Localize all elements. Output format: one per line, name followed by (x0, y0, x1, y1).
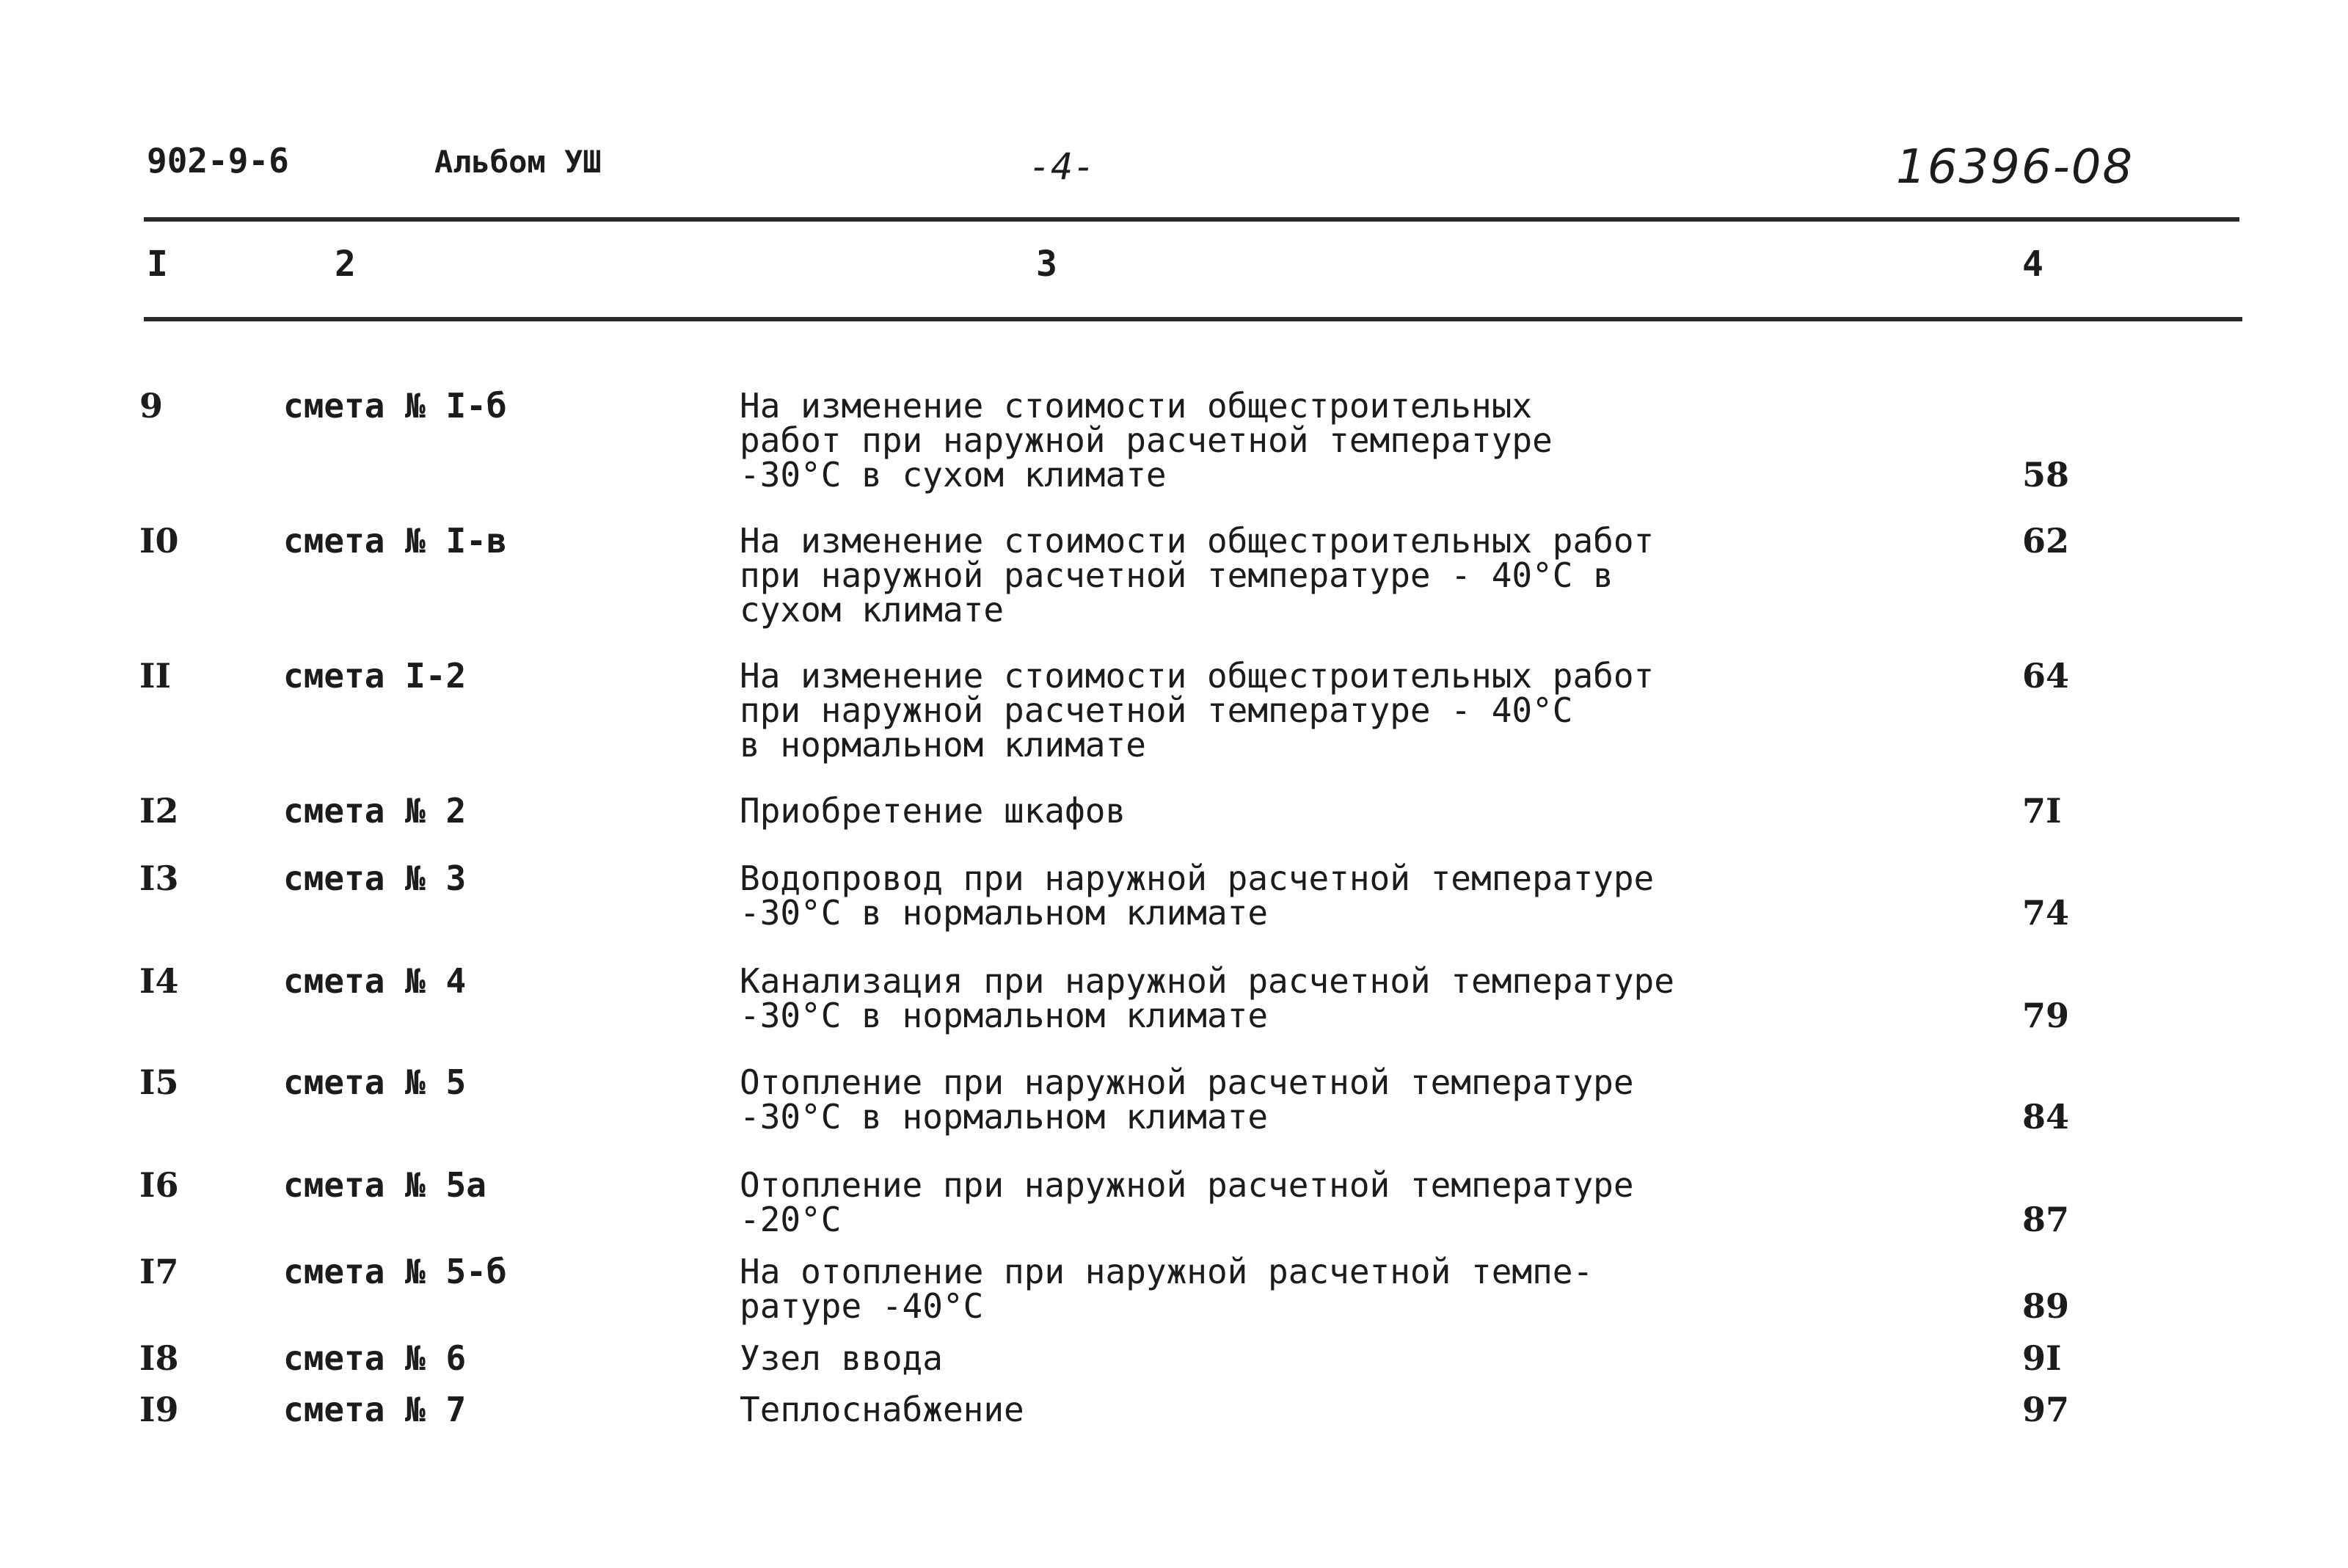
estimate-reference: смета № I-в (283, 521, 507, 561)
estimate-reference: смета I-2 (283, 656, 467, 696)
row-number: II (139, 656, 172, 696)
description-line: На отопление при наружной расчетной темпе- (740, 1252, 1594, 1291)
description-line: -30°С в нормальном климате (740, 893, 1269, 933)
row-number: I0 (139, 521, 179, 561)
row-description (740, 1338, 1767, 1378)
row-number: I9 (139, 1390, 179, 1429)
description-line: Теплоснабжение (740, 1390, 1024, 1429)
description-line: при наружной расчетной температуре - 40°С в (740, 555, 1614, 595)
estimate-reference: смета № 5-б (283, 1252, 507, 1291)
table-top-rule (144, 217, 2239, 222)
description-line: Приобретение шкафов (740, 791, 1126, 831)
estimate-reference: смета № 2 (283, 791, 467, 831)
row-number: I7 (139, 1252, 179, 1291)
estimate-reference: смета № 7 (283, 1390, 467, 1429)
row-description (740, 791, 1767, 831)
description-line: Отопление при наружной расчетной температуре (740, 1062, 1634, 1102)
description-line: На изменение стоимости общестроительных работ (740, 521, 1655, 561)
row-description (740, 656, 1767, 765)
estimate-reference: смета № 4 (283, 961, 467, 1001)
description-line: -30°С в нормальном климате (740, 996, 1269, 1035)
description-line: -30°С в нормальном климате (740, 1097, 1269, 1137)
column-number-3: 3 (1036, 244, 1057, 285)
row-page-number: 84 (2022, 1097, 2070, 1137)
document-code: 902-9-6 (147, 141, 289, 180)
column-number-2: 2 (335, 244, 356, 285)
row-page-number: 58 (2022, 455, 2070, 495)
row-page-number: 79 (2022, 996, 2070, 1035)
description-line: Отопление при наружной расчетной температуре (740, 1165, 1634, 1205)
row-number: I5 (139, 1062, 179, 1102)
row-description (740, 1165, 1767, 1239)
column-number-1: I (147, 244, 168, 285)
row-page-number: 62 (2022, 521, 2070, 561)
row-description (740, 386, 1767, 495)
row-description (740, 858, 1767, 933)
row-description (740, 521, 1767, 630)
row-number: I3 (139, 858, 179, 898)
column-number-4: 4 (2022, 244, 2043, 285)
estimate-reference: смета № I-б (283, 386, 507, 426)
description-line: На изменение стоимости общестроительных (740, 386, 1533, 426)
description-line: На изменение стоимости общестроительных работ (740, 656, 1655, 696)
row-description (740, 1390, 1767, 1429)
description-line: сухом климате (740, 590, 1005, 630)
row-page-number: 7I (2022, 791, 2062, 831)
row-number: I8 (139, 1338, 179, 1378)
estimate-reference: смета № 5а (283, 1165, 486, 1205)
description-line: работ при наружной расчетной температуре (740, 420, 1553, 460)
description-line: -30°С в сухом климате (740, 455, 1167, 495)
row-page-number: 64 (2022, 656, 2070, 696)
row-page-number: 97 (2022, 1390, 2070, 1429)
description-line: Водопровод при наружной расчетной температуре (740, 858, 1655, 898)
row-page-number: 74 (2022, 893, 2070, 933)
row-number: I4 (139, 961, 179, 1001)
row-description (740, 961, 1767, 1035)
row-number: I2 (139, 791, 179, 831)
table-header-rule (144, 317, 2242, 321)
row-description (740, 1062, 1767, 1137)
page-number: -4- (1029, 145, 1095, 188)
description-line: при наружной расчетной температуре - 40°С (740, 690, 1573, 730)
description-line: в нормальном климате (740, 725, 1146, 765)
description-line: ратуре -40°С (740, 1286, 984, 1326)
row-page-number: 87 (2022, 1200, 2070, 1239)
estimate-reference: смета № 5 (283, 1062, 467, 1102)
description-line: -20°С (740, 1200, 842, 1239)
document-number: 16396-08 (1896, 140, 2134, 194)
estimate-reference: смета № 6 (283, 1338, 467, 1378)
row-description (740, 1252, 1767, 1326)
description-line: Узел ввода (740, 1338, 943, 1378)
row-page-number: 89 (2022, 1286, 2070, 1326)
estimate-reference: смета № 3 (283, 858, 467, 898)
row-number: 9 (139, 386, 164, 426)
row-number: I6 (139, 1165, 179, 1205)
description-line: Канализация при наружной расчетной температуре (740, 961, 1674, 1001)
album-label: Альбом УШ (434, 144, 602, 180)
row-page-number: 9I (2022, 1338, 2062, 1378)
